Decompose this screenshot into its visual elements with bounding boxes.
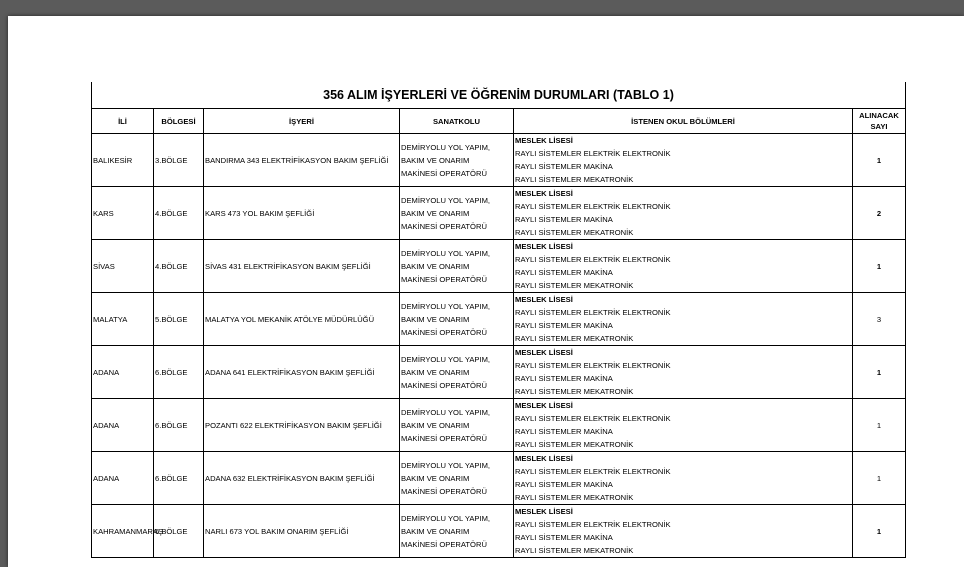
- sanatkolu-line: MAKİNESİ OPERATÖRÜ: [401, 168, 487, 178]
- department-item: RAYLI SİSTEMLER MEKATRONİK: [515, 334, 634, 343]
- table-row: [92, 240, 906, 293]
- department-item: RAYLI SİSTEMLER MEKATRONİK: [515, 281, 634, 290]
- sanatkolu-line: MAKİNESİ OPERATÖRÜ: [401, 539, 487, 549]
- department-item: RAYLI SİSTEMLER ELEKTRİK ELEKTRONİK: [515, 308, 671, 317]
- department-item: RAYLI SİSTEMLER MEKATRONİK: [515, 546, 634, 555]
- recruitment-table: [91, 82, 906, 558]
- department-item: RAYLI SİSTEMLER ELEKTRİK ELEKTRONİK: [515, 414, 671, 423]
- sanatkolu-line: BAKIM VE ONARIM: [401, 208, 470, 218]
- cell-isyeri: POZANTI 622 ELEKTRİFİKASYON BAKIM ŞEFLİĞİ: [204, 399, 400, 452]
- school-type-label: MESLEK LİSESİ: [515, 295, 573, 304]
- cell-bolumler: [514, 134, 853, 187]
- department-item: RAYLI SİSTEMLER MEKATRONİK: [515, 387, 634, 396]
- cell-il: BALIKESİR: [92, 134, 154, 187]
- table-row: [92, 134, 906, 187]
- sanatkolu-line: DEMİRYOLU YOL YAPIM,: [401, 513, 491, 523]
- school-type-label: MESLEK LİSESİ: [515, 507, 573, 516]
- department-item: RAYLI SİSTEMLER ELEKTRİK ELEKTRONİK: [515, 255, 671, 264]
- department-item: RAYLI SİSTEMLER MEKATRONİK: [515, 228, 634, 237]
- cell-il: KAHRAMANMARAŞ: [92, 505, 154, 558]
- cell-bolumler: [514, 187, 853, 240]
- department-item: RAYLI SİSTEMLER MEKATRONİK: [515, 493, 634, 502]
- department-item: RAYLI SİSTEMLER MAKİNA: [515, 427, 613, 436]
- sanatkolu-line: DEMİRYOLU YOL YAPIM,: [401, 460, 491, 470]
- cell-sayi: 1: [853, 134, 906, 187]
- cell-isyeri: NARLI 673 YOL BAKIM ONARIM ŞEFLİĞİ: [204, 505, 400, 558]
- department-item: RAYLI SİSTEMLER ELEKTRİK ELEKTRONİK: [515, 520, 671, 529]
- table-row: [92, 452, 906, 505]
- cell-sayi: 1: [853, 505, 906, 558]
- table-title-row: [92, 82, 906, 109]
- cell-sayi: 1: [853, 346, 906, 399]
- document-page: [8, 16, 964, 567]
- cell-bolge: 5.BÖLGE: [154, 293, 204, 346]
- department-item: RAYLI SİSTEMLER MAKİNA: [515, 268, 613, 277]
- cell-bolge: 6.BÖLGE: [154, 346, 204, 399]
- cell-il: KARS: [92, 187, 154, 240]
- department-item: RAYLI SİSTEMLER MAKİNA: [515, 374, 613, 383]
- department-item: RAYLI SİSTEMLER MAKİNA: [515, 321, 613, 330]
- department-item: RAYLI SİSTEMLER ELEKTRİK ELEKTRONİK: [515, 361, 671, 370]
- cell-il: ADANA: [92, 399, 154, 452]
- cell-sayi: 1: [853, 240, 906, 293]
- cell-isyeri: BANDIRMA 343 ELEKTRİFİKASYON BAKIM ŞEFLİĞİ: [204, 134, 400, 187]
- cell-sanatkolu: [400, 134, 514, 187]
- sanatkolu-line: MAKİNESİ OPERATÖRÜ: [401, 274, 487, 284]
- school-type-label: MESLEK LİSESİ: [515, 189, 573, 198]
- cell-il: MALATYA: [92, 293, 154, 346]
- sanatkolu-line: BAKIM VE ONARIM: [401, 155, 470, 165]
- sanatkolu-line: BAKIM VE ONARIM: [401, 261, 470, 271]
- sanatkolu-line: DEMİRYOLU YOL YAPIM,: [401, 301, 491, 311]
- cell-bolumler: [514, 452, 853, 505]
- cell-sayi: 1: [853, 399, 906, 452]
- table-row: [92, 346, 906, 399]
- sanatkolu-line: DEMİRYOLU YOL YAPIM,: [401, 354, 491, 364]
- sanatkolu-line: BAKIM VE ONARIM: [401, 526, 470, 536]
- cell-bolumler: [514, 505, 853, 558]
- cell-il: ADANA: [92, 452, 154, 505]
- sanatkolu-line: MAKİNESİ OPERATÖRÜ: [401, 380, 487, 390]
- cell-bolge: 6.BÖLGE: [154, 505, 204, 558]
- sanatkolu-line: BAKIM VE ONARIM: [401, 473, 470, 483]
- cell-isyeri: KARS 473 YOL BAKIM ŞEFLİĞİ: [204, 187, 400, 240]
- department-item: RAYLI SİSTEMLER MAKİNA: [515, 533, 613, 542]
- department-item: RAYLI SİSTEMLER ELEKTRİK ELEKTRONİK: [515, 467, 671, 476]
- school-type-label: MESLEK LİSESİ: [515, 348, 573, 357]
- sanatkolu-line: MAKİNESİ OPERATÖRÜ: [401, 433, 487, 443]
- department-item: RAYLI SİSTEMLER MAKİNA: [515, 215, 613, 224]
- department-item: RAYLI SİSTEMLER MEKATRONİK: [515, 175, 634, 184]
- sanatkolu-line: MAKİNESİ OPERATÖRÜ: [401, 221, 487, 231]
- cell-bolge: 4.BÖLGE: [154, 187, 204, 240]
- department-item: RAYLI SİSTEMLER MAKİNA: [515, 162, 613, 171]
- cell-sanatkolu: [400, 293, 514, 346]
- cell-bolumler: [514, 399, 853, 452]
- sanatkolu-line: DEMİRYOLU YOL YAPIM,: [401, 195, 491, 205]
- cell-sayi: 3: [853, 293, 906, 346]
- table-row: [92, 187, 906, 240]
- sanatkolu-line: MAKİNESİ OPERATÖRÜ: [401, 486, 487, 496]
- sanatkolu-line: DEMİRYOLU YOL YAPIM,: [401, 142, 491, 152]
- table-header-row: [92, 109, 906, 134]
- school-type-label: MESLEK LİSESİ: [515, 136, 573, 145]
- sanatkolu-line: BAKIM VE ONARIM: [401, 420, 470, 430]
- department-item: RAYLI SİSTEMLER MEKATRONİK: [515, 440, 634, 449]
- school-type-label: MESLEK LİSESİ: [515, 242, 573, 251]
- cell-sayi: 1: [853, 452, 906, 505]
- cell-sayi: 2: [853, 187, 906, 240]
- cell-sanatkolu: [400, 346, 514, 399]
- cell-bolge: 4.BÖLGE: [154, 240, 204, 293]
- cell-il: SİVAS: [92, 240, 154, 293]
- table-row: [92, 399, 906, 452]
- table-row: [92, 293, 906, 346]
- column-header-isyeri: İŞYERİ: [204, 109, 400, 134]
- cell-isyeri: SİVAS 431 ELEKTRİFİKASYON BAKIM ŞEFLİĞİ: [204, 240, 400, 293]
- cell-bolumler: [514, 346, 853, 399]
- table-title: 356 ALIM İŞYERLERİ VE ÖĞRENİM DURUMLARI (TABLO 1): [92, 82, 906, 109]
- cell-sanatkolu: [400, 505, 514, 558]
- cell-sanatkolu: [400, 187, 514, 240]
- cell-isyeri: ADANA 632 ELEKTRİFİKASYON BAKIM ŞEFLİĞİ: [204, 452, 400, 505]
- column-header-sanatkolu: SANATKOLU: [400, 109, 514, 134]
- sanatkolu-line: BAKIM VE ONARIM: [401, 367, 470, 377]
- school-type-label: MESLEK LİSESİ: [515, 454, 573, 463]
- cell-isyeri: ADANA 641 ELEKTRİFİKASYON BAKIM ŞEFLİĞİ: [204, 346, 400, 399]
- sanatkolu-line: BAKIM VE ONARIM: [401, 314, 470, 324]
- cell-sanatkolu: [400, 452, 514, 505]
- sanatkolu-line: DEMİRYOLU YOL YAPIM,: [401, 248, 491, 258]
- cell-bolge: 6.BÖLGE: [154, 399, 204, 452]
- cell-bolge: 3.BÖLGE: [154, 134, 204, 187]
- column-header-bolge: BÖLGESİ: [154, 109, 204, 134]
- table-row: [92, 505, 906, 558]
- column-header-sayi: ALINACAK SAYI: [853, 109, 906, 134]
- cell-isyeri: MALATYA YOL MEKANİK ATÖLYE MÜDÜRLÜĞÜ: [204, 293, 400, 346]
- cell-bolumler: [514, 293, 853, 346]
- cell-il: ADANA: [92, 346, 154, 399]
- column-header-il: İLİ: [92, 109, 154, 134]
- department-item: RAYLI SİSTEMLER ELEKTRİK ELEKTRONİK: [515, 202, 671, 211]
- column-header-bolumler: İSTENEN OKUL BÖLÜMLERİ: [514, 109, 853, 134]
- cell-bolumler: [514, 240, 853, 293]
- cell-bolge: 6.BÖLGE: [154, 452, 204, 505]
- cell-sanatkolu: [400, 399, 514, 452]
- department-item: RAYLI SİSTEMLER MAKİNA: [515, 480, 613, 489]
- department-item: RAYLI SİSTEMLER ELEKTRİK ELEKTRONİK: [515, 149, 671, 158]
- sanatkolu-line: MAKİNESİ OPERATÖRÜ: [401, 327, 487, 337]
- school-type-label: MESLEK LİSESİ: [515, 401, 573, 410]
- sanatkolu-line: DEMİRYOLU YOL YAPIM,: [401, 407, 491, 417]
- cell-sanatkolu: [400, 240, 514, 293]
